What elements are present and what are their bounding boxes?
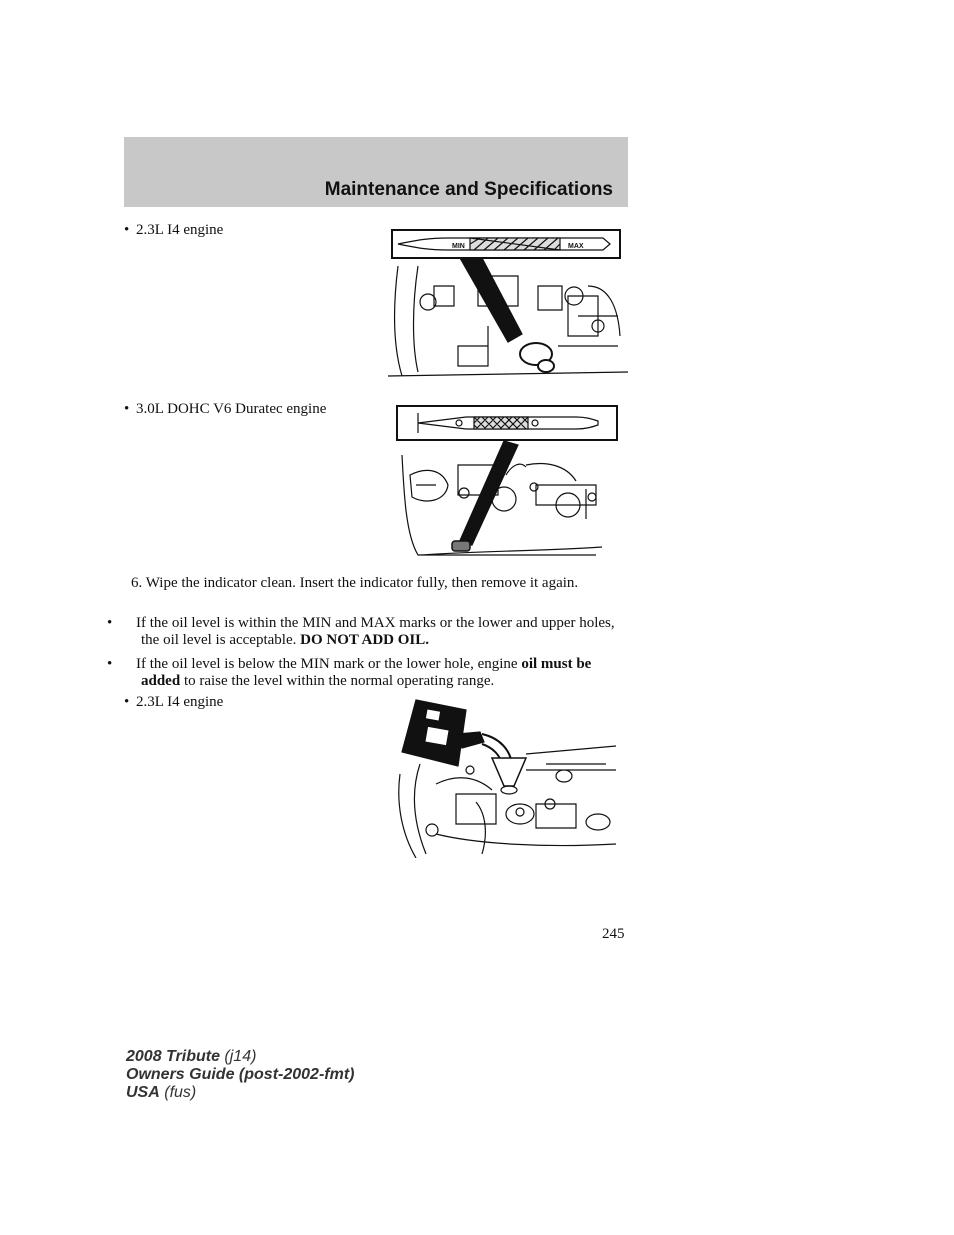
bullet-marker: • bbox=[107, 615, 113, 631]
step-number: 6. bbox=[131, 575, 143, 591]
section-title: Maintenance and Specifications bbox=[324, 179, 613, 200]
step-6 bbox=[131, 575, 611, 592]
page-number: 245 bbox=[602, 926, 625, 942]
footer-market-code: (fus) bbox=[164, 1084, 197, 1101]
footer-model: 2008 Tribute bbox=[126, 1048, 220, 1065]
adding-oil-illustration bbox=[396, 694, 618, 858]
footer-market: USA bbox=[126, 1084, 160, 1101]
footer-guide: Owners Guide (post-2002-fmt) bbox=[126, 1066, 355, 1083]
footer-model-code: (j14) bbox=[224, 1048, 257, 1065]
bullet-marker: • bbox=[107, 656, 113, 672]
bullet-text: 3.0L DOHC V6 Duratec engine bbox=[136, 401, 327, 417]
footer-line-2 bbox=[126, 1066, 354, 1084]
bullet-oil-acceptable bbox=[107, 615, 619, 649]
footer-line-3 bbox=[126, 1084, 354, 1102]
bullet-text: 2.3L I4 engine bbox=[136, 694, 224, 710]
dipstick-min-label: MIN bbox=[452, 243, 465, 250]
bullet-engine-2-3l-add-oil bbox=[124, 694, 223, 711]
document-footer bbox=[126, 1048, 354, 1102]
footer-line-1 bbox=[126, 1048, 354, 1066]
bullet-bold-text: DO NOT ADD OIL. bbox=[300, 632, 430, 648]
bullet-marker: • bbox=[124, 222, 130, 238]
bullet-marker: • bbox=[124, 694, 130, 710]
dipstick-2-3l-illustration bbox=[388, 226, 628, 382]
step-text: Wipe the indicator clean. Insert the indicator fully, then remove it again. bbox=[145, 575, 579, 591]
section-header bbox=[124, 137, 628, 207]
bullet-oil-low bbox=[107, 656, 619, 690]
bullet-marker: • bbox=[124, 401, 130, 417]
dipstick-3-0l-illustration bbox=[396, 405, 620, 567]
bullet-text: If the oil level is within the MIN and MAX marks or the lower and upper holes, the oil level is acceptable. bbox=[136, 615, 615, 648]
bullet-text: If the oil level is below the MIN mark or the lower hole, engine bbox=[136, 656, 522, 672]
bullet-text-after: to raise the level within the normal operating range. bbox=[180, 673, 495, 689]
bullet-bold-text: oil must be added bbox=[141, 656, 592, 689]
dipstick-max-label: MAX bbox=[568, 243, 584, 250]
bullet-engine-2-3l bbox=[124, 222, 223, 239]
bullet-text: 2.3L I4 engine bbox=[136, 222, 224, 238]
bullet-engine-3-0l bbox=[124, 401, 326, 418]
